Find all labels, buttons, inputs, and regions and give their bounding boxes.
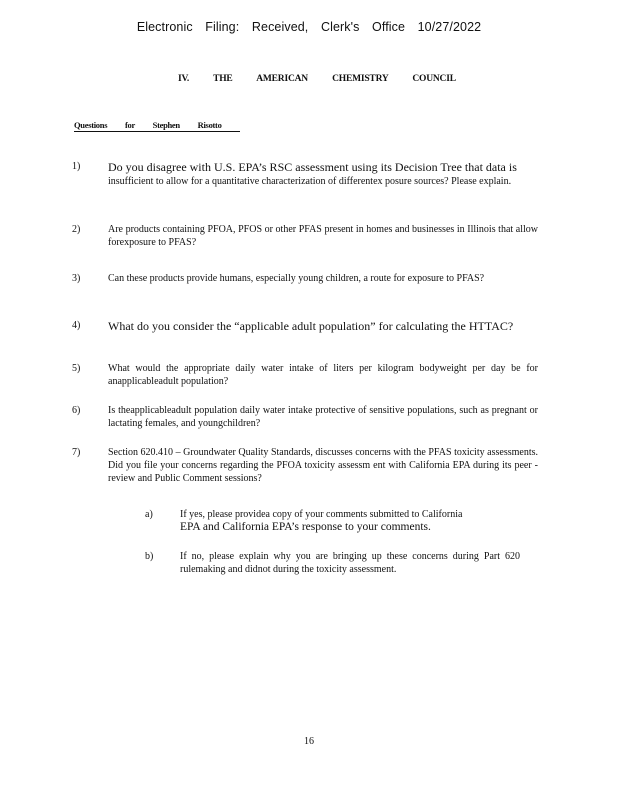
question-text: What would the appropriate daily water intake of liters per kilogram bodyweight per day be for anapplicableadult population?	[108, 363, 538, 387]
question-text: Can these products provide humans, especially young children, a route for exposure to PFAS?	[108, 273, 485, 284]
question-number: 1)	[72, 161, 81, 172]
questions-heading: Questions for Stephen Risotto	[74, 120, 240, 132]
question-number: 3)	[72, 273, 81, 284]
question-text-line: Do you disagree with U.S. EPA’s RSC assessment using its Decision Tree that data is	[108, 160, 517, 174]
sub-question-text-line: EPA and California EPA’s response to your comments.	[180, 521, 431, 533]
sub-question-label: b)	[145, 551, 154, 562]
question-text-rest: insufficient to allow for a quantitative characterization of differentex posure sources? Please explain.	[108, 176, 512, 187]
sub-question-label: a)	[145, 509, 153, 520]
question-text	[108, 160, 538, 188]
question-number: 5)	[72, 363, 81, 374]
question-number: 2)	[72, 224, 81, 235]
section-title: IV. THE AMERICAN CHEMISTRY COUNCIL	[178, 74, 456, 84]
sub-question-text	[180, 508, 520, 534]
filing-stamp-header: Electronic Filing: Received, Clerk's Office 10/27/2022	[136, 20, 482, 34]
question-text: Is theapplicableadult population daily water intake protective of sensitive populations, such as pregnant or lactating females, and youngchildren?	[108, 405, 538, 429]
question-text: Are products containing PFOA, PFOS or other PFAS present in homes and businesses in Illinois that allow forexposure to PFAS?	[108, 224, 538, 248]
page-number: 16	[304, 736, 314, 747]
sub-question-text-line: If yes, please providea copy of your comments submitted to California	[180, 509, 463, 520]
question-number: 7)	[72, 447, 81, 458]
question-text: What do you consider the “applicable adult population” for calculating the HTTAC?	[108, 319, 514, 333]
question-number: 4)	[72, 320, 81, 331]
question-number: 6)	[72, 405, 81, 416]
question-text: Section 620.410 – Groundwater Quality Standards, discusses concerns with the PFAS toxicity assessments. Did you file your concerns regarding the PFOA toxicity assessm ent with California EPA during its peer -review and Public Comment sessions?	[108, 447, 538, 484]
sub-question-text: If no, please explain why you are bringing up these concerns during Part 620 rulemaking and didnot during the toxicity assessment.	[180, 551, 520, 575]
